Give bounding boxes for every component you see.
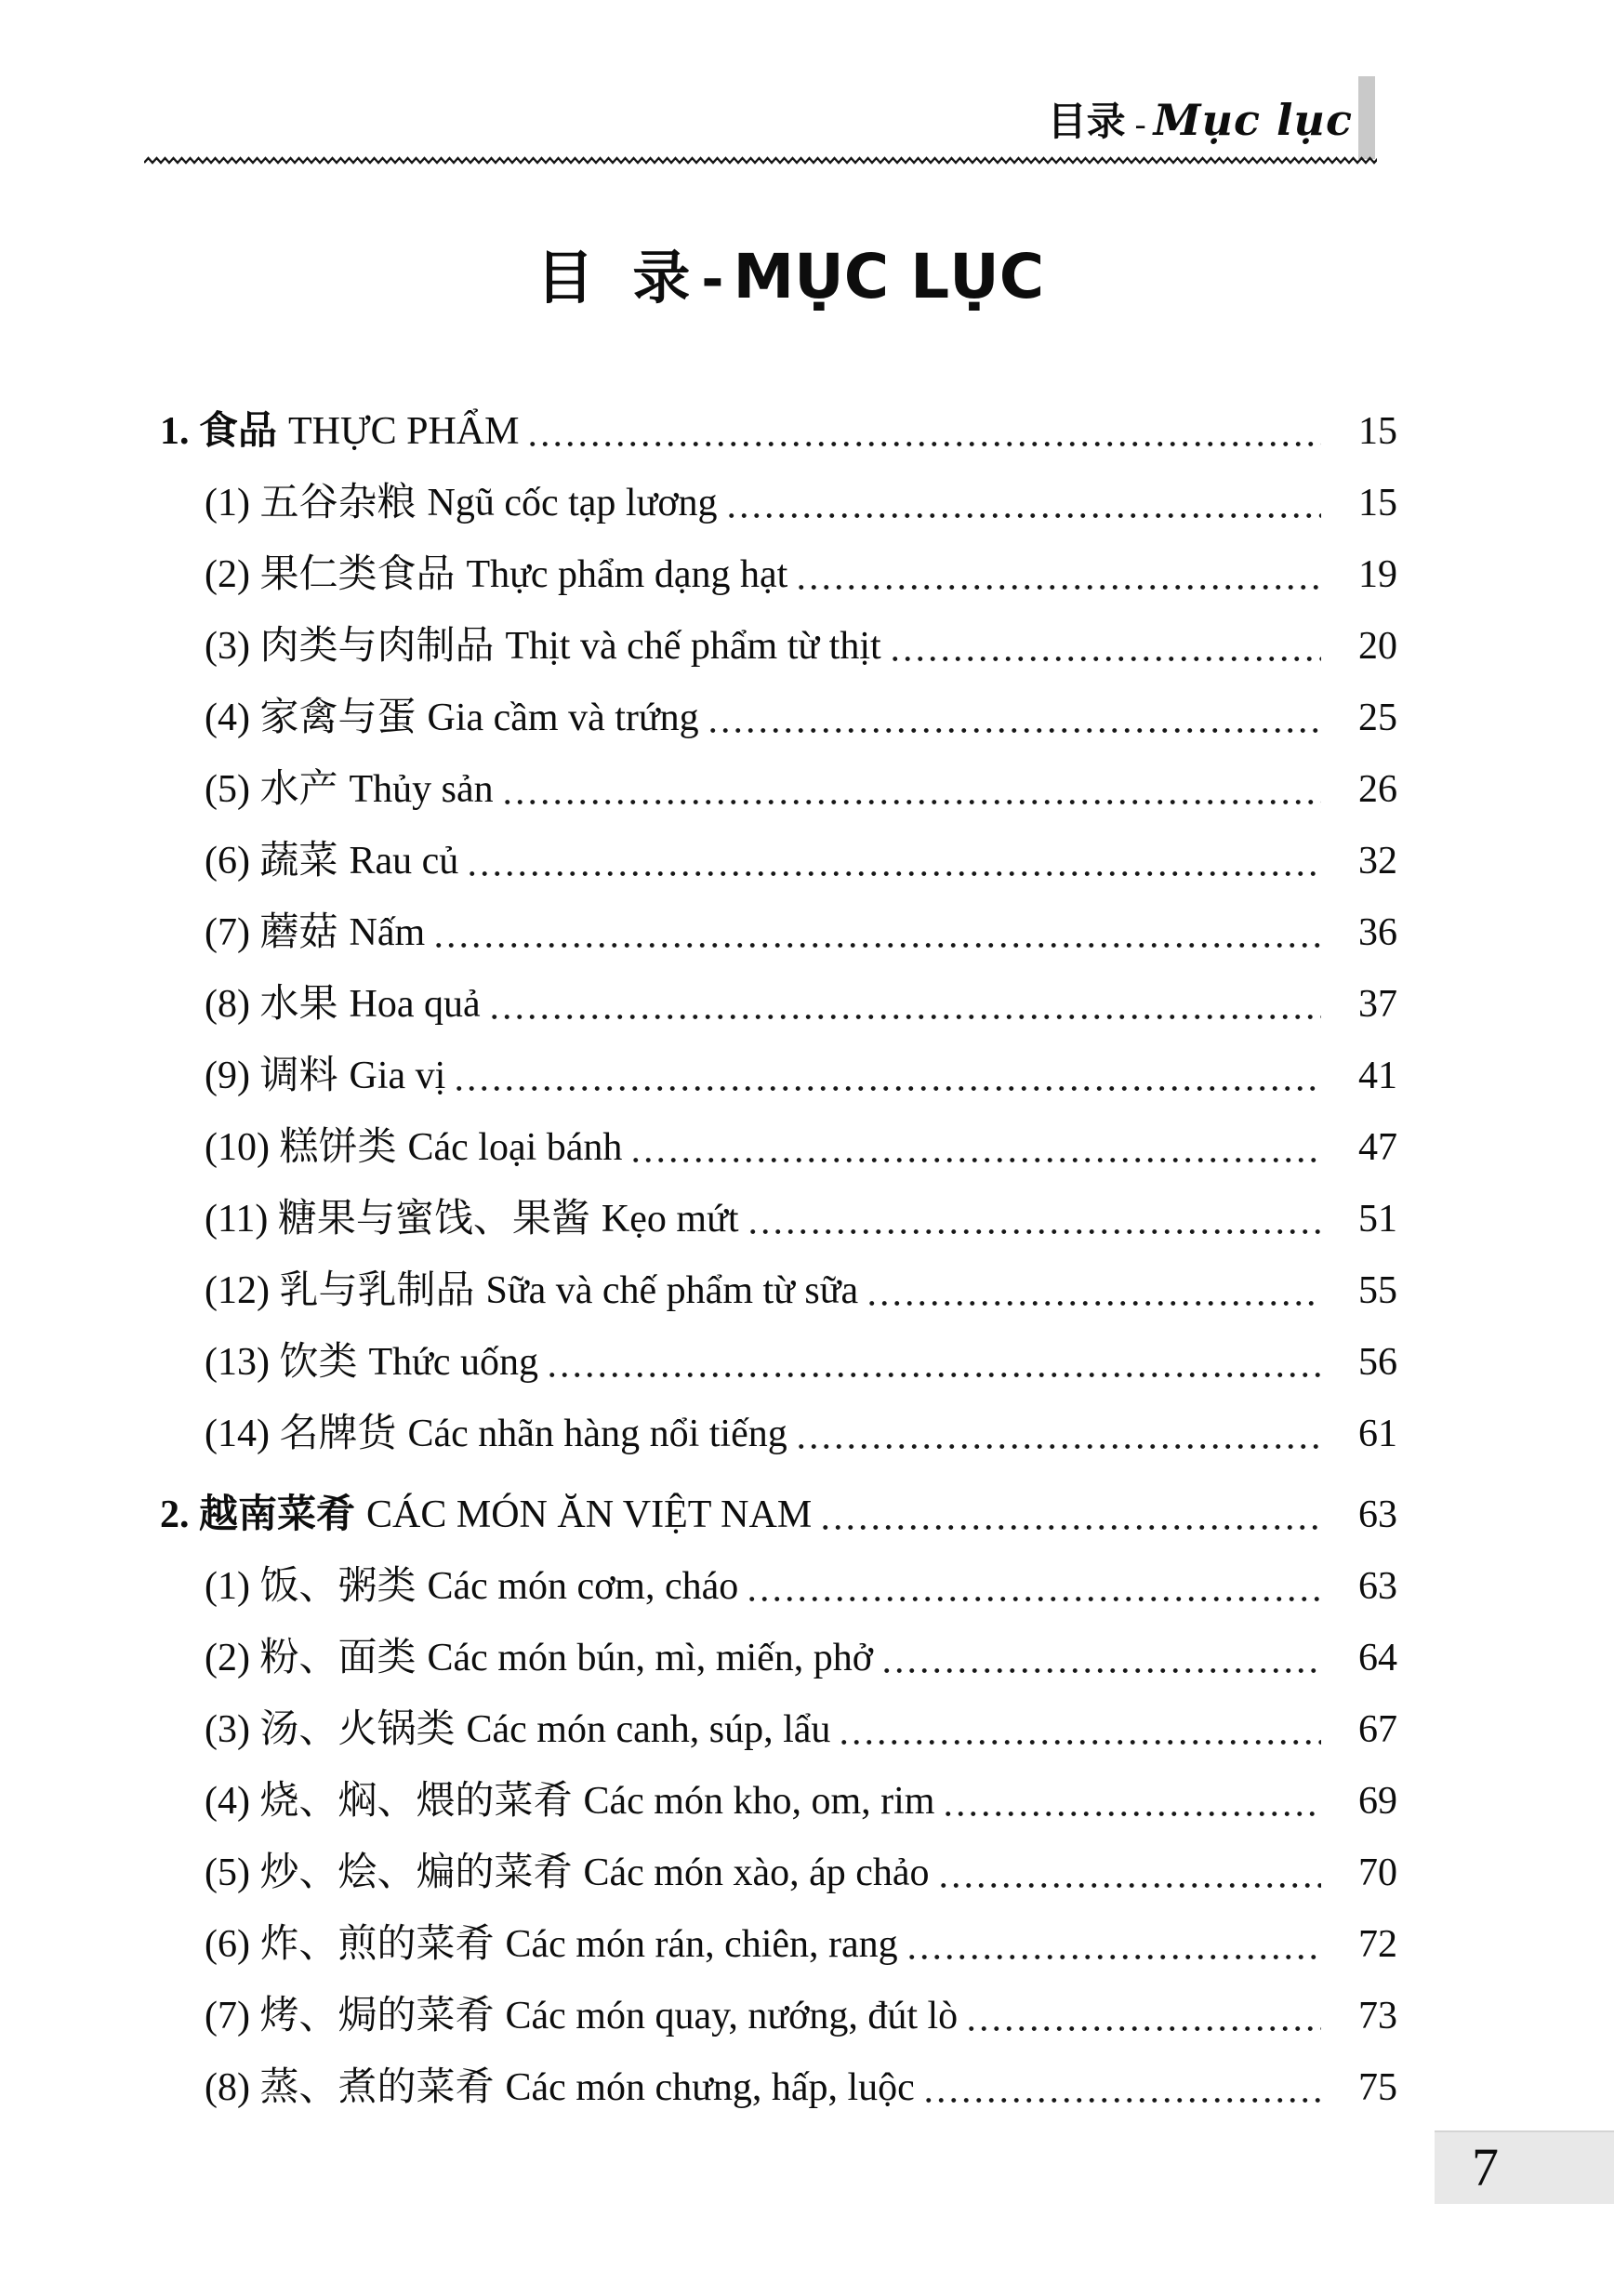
toc-entry-vietnamese: Các món kho, om, rim	[583, 1780, 935, 1823]
toc-dot-leader	[819, 1524, 1321, 1531]
toc-row	[160, 1694, 1397, 1766]
toc-row	[160, 539, 1397, 611]
toc-entry-chinese: (1) 饭、粥类	[205, 1565, 417, 1608]
toc-row	[160, 1480, 1397, 1551]
toc-entry-vietnamese: Các món canh, súp, lẩu	[466, 1708, 831, 1751]
header-tab-marker	[1358, 76, 1375, 159]
toc-entry-chinese: (5) 水产	[205, 768, 338, 811]
toc-row	[160, 396, 1397, 468]
toc-entry-vietnamese: Các món rán, chiên, rang	[505, 1923, 898, 1966]
footer-page-box	[1435, 2130, 1614, 2204]
toc-entry-page-number: 32	[1358, 840, 1397, 883]
toc-entry-page-number: 64	[1358, 1637, 1397, 1679]
toc-entry-chinese: (6) 炸、煎的菜肴	[205, 1923, 495, 1966]
toc-row	[160, 1838, 1397, 1909]
toc-dot-leader	[501, 799, 1321, 805]
toc-dot-leader	[747, 1228, 1322, 1235]
toc-entry-chinese: (8) 水果	[205, 983, 338, 1026]
toc-dot-leader	[432, 942, 1321, 949]
toc-row	[160, 1551, 1397, 1623]
toc-dot-leader	[795, 1443, 1321, 1450]
toc-entry-page-number: 37	[1358, 983, 1397, 1026]
toc-entry-page-number: 15	[1358, 410, 1397, 453]
toc-entry-vietnamese: Thực phẩm dạng hạt	[466, 553, 788, 596]
toc-entry-vietnamese: Các món bún, mì, miến, phở	[427, 1637, 873, 1679]
toc-entry-chinese: (9) 调料	[205, 1055, 338, 1097]
toc-entry-page-number: 70	[1358, 1851, 1397, 1894]
toc-entry-page-number: 25	[1358, 697, 1397, 739]
toc-entry-vietnamese: Các món quay, nướng, đút lò	[505, 1995, 959, 2037]
toc-entry-page-number: 61	[1358, 1413, 1397, 1455]
toc-entry-chinese: (2) 粉、面类	[205, 1637, 417, 1679]
running-header-vietnamese: Mục lục	[1153, 95, 1353, 145]
toc-entry-page-number: 36	[1358, 911, 1397, 954]
toc-entry-chinese: (4) 家禽与蛋	[205, 697, 417, 739]
footer-page-number: 7	[1472, 2137, 1499, 2197]
toc-list	[160, 396, 1397, 2124]
toc-entry-page-number: 63	[1358, 1565, 1397, 1608]
toc-dot-leader	[488, 1014, 1321, 1020]
toc-entry-vietnamese: Các món cơm, cháo	[427, 1565, 739, 1608]
toc-entry-page-number: 72	[1358, 1923, 1397, 1966]
page-title-dash: -	[701, 247, 724, 311]
toc-entry-chinese: (11) 糖果与蜜饯、果酱	[205, 1198, 590, 1241]
toc-row	[160, 969, 1397, 1041]
toc-entry-chinese: (3) 汤、火锅类	[205, 1708, 456, 1751]
toc-entry-chinese: (7) 蘑菇	[205, 911, 338, 954]
toc-dot-leader	[546, 1372, 1321, 1378]
toc-dot-leader	[937, 1882, 1321, 1889]
toc-entry-vietnamese: Gia vị	[349, 1055, 446, 1097]
toc-entry-page-number: 75	[1358, 2066, 1397, 2109]
toc-row	[160, 1041, 1397, 1112]
toc-entry-chinese: (3) 肉类与肉制品	[205, 625, 495, 668]
toc-row	[160, 1112, 1397, 1184]
toc-dot-leader	[866, 1300, 1321, 1307]
toc-entry-vietnamese: Các loại bánh	[407, 1126, 623, 1169]
toc-entry-page-number: 56	[1358, 1341, 1397, 1384]
toc-dot-leader	[466, 870, 1321, 877]
toc-entry-vietnamese: Rau củ	[349, 840, 459, 883]
toc-dot-leader	[453, 1085, 1321, 1092]
toc-entry-chinese: (4) 烧、焖、煨的菜肴	[205, 1780, 573, 1823]
running-header-dash: -	[1134, 105, 1146, 142]
toc-entry-vietnamese: Các món chưng, hấp, luộc	[505, 2066, 915, 2109]
toc-dot-leader	[629, 1157, 1321, 1163]
toc-entry-vietnamese: Ngũ cốc tạp lương	[427, 482, 718, 524]
toc-entry-chinese: (10) 糕饼类	[205, 1126, 397, 1169]
toc-dot-leader	[725, 512, 1321, 519]
toc-dot-leader	[922, 2097, 1321, 2104]
toc-entry-chinese: (7) 烤、焗的菜肴	[205, 1995, 495, 2037]
toc-entry-vietnamese: Gia cầm và trứng	[427, 697, 699, 739]
toc-row	[160, 1399, 1397, 1470]
toc-dot-leader	[942, 1811, 1321, 1817]
toc-entry-vietnamese: Các món xào, áp chảo	[583, 1851, 930, 1894]
header-rule-zigzag	[144, 156, 1377, 166]
toc-entry-page-number: 69	[1358, 1780, 1397, 1823]
toc-entry-vietnamese: CÁC MÓN ĂN VIỆT NAM	[366, 1493, 813, 1536]
toc-entry-chinese: (14) 名牌货	[205, 1413, 397, 1455]
toc-entry-vietnamese: Hoa quả	[349, 983, 481, 1026]
toc-row	[160, 1909, 1397, 1981]
toc-row	[160, 1623, 1397, 1694]
toc-entry-chinese: (13) 饮类	[205, 1341, 358, 1384]
toc-entry-page-number: 63	[1358, 1493, 1397, 1536]
toc-entry-chinese: 2. 越南菜肴	[160, 1493, 356, 1536]
toc-entry-page-number: 73	[1358, 1995, 1397, 2037]
toc-entry-vietnamese: Các nhãn hàng nổi tiếng	[407, 1413, 787, 1455]
running-header-chinese: 目录	[1047, 101, 1126, 144]
toc-entry-chinese: (2) 果仁类食品	[205, 553, 456, 596]
toc-row	[160, 1255, 1397, 1327]
toc-entry-page-number: 55	[1358, 1269, 1397, 1312]
toc-entry-vietnamese: Thức uống	[368, 1341, 539, 1384]
toc-row	[160, 468, 1397, 539]
toc-dot-leader	[746, 1596, 1321, 1602]
toc-row	[160, 683, 1397, 754]
toc-entry-chinese: (12) 乳与乳制品	[205, 1269, 475, 1312]
toc-entry-chinese: (8) 蒸、煮的菜肴	[205, 2066, 495, 2109]
toc-row	[160, 1184, 1397, 1255]
toc-row	[160, 1766, 1397, 1838]
toc-row	[160, 754, 1397, 826]
toc-row	[160, 1981, 1397, 2052]
toc-dot-leader	[906, 1954, 1321, 1960]
toc-entry-chinese: (6) 蔬菜	[205, 840, 338, 883]
toc-entry-page-number: 19	[1358, 553, 1397, 596]
toc-entry-page-number: 51	[1358, 1198, 1397, 1241]
page-title-vietnamese: MỤC LỤC	[733, 241, 1045, 312]
toc-entry-vietnamese: Sữa và chế phẩm từ sữa	[485, 1269, 859, 1312]
toc-entry-vietnamese: Thịt và chế phẩm từ thịt	[505, 625, 881, 668]
toc-row	[160, 611, 1397, 683]
toc-entry-page-number: 20	[1358, 625, 1397, 668]
page-title	[0, 240, 1581, 313]
page-title-chinese: 目 录	[536, 244, 700, 312]
toc-entry-vietnamese: THỰC PHẨM	[288, 410, 520, 453]
toc-entry-page-number: 47	[1358, 1126, 1397, 1169]
toc-dot-leader	[880, 1667, 1321, 1674]
toc-dot-leader	[838, 1739, 1321, 1745]
toc-entry-chinese: (5) 炒、烩、煸的菜肴	[205, 1851, 573, 1894]
toc-entry-vietnamese: Kẹo mứt	[601, 1198, 739, 1241]
toc-entry-page-number: 41	[1358, 1055, 1397, 1097]
toc-dot-leader	[707, 727, 1321, 734]
toc-row	[160, 826, 1397, 897]
toc-dot-leader	[795, 584, 1321, 591]
toc-entry-vietnamese: Nấm	[349, 911, 426, 954]
toc-dot-leader	[965, 2025, 1321, 2032]
toc-row	[160, 897, 1397, 969]
toc-entry-chinese: 1. 食品	[160, 410, 278, 453]
toc-entry-page-number: 67	[1358, 1708, 1397, 1751]
toc-dot-leader	[889, 656, 1321, 662]
toc-entry-page-number: 26	[1358, 768, 1397, 811]
toc-entry-vietnamese: Thủy sản	[349, 768, 494, 811]
running-header	[1047, 95, 1353, 145]
toc-row	[160, 2052, 1397, 2124]
toc-dot-leader	[526, 441, 1321, 447]
toc-row	[160, 1327, 1397, 1399]
toc-entry-page-number: 15	[1358, 482, 1397, 524]
toc-entry-chinese: (1) 五谷杂粮	[205, 482, 417, 524]
